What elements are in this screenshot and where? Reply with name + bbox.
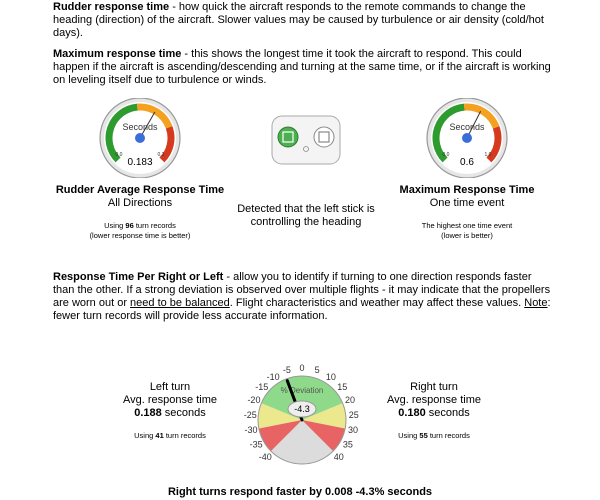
deviation-tick-label: 10 <box>325 371 336 382</box>
max-gauge-caption <box>372 184 562 241</box>
per-side-heading: Response Time Per Right or Left <box>53 271 224 283</box>
max-response-heading: Maximum response time <box>53 48 182 60</box>
deviation-label: % Deviation <box>280 386 324 395</box>
avg-gauge-max-label: 0.3 <box>157 152 165 158</box>
deviation-tick-label: -30 <box>244 425 258 436</box>
left-turn-value: 0.188 <box>134 407 162 419</box>
avg-gauge-value: 0.183 <box>127 157 153 168</box>
max-gauge-value: 0.6 <box>460 157 474 168</box>
summary-value: 0.008 -4.3% <box>325 486 385 498</box>
avg-gauge-note-2: (lower response time is better) <box>89 231 191 240</box>
left-turn-note: Using 41 turn records <box>134 431 206 440</box>
rudder-response-heading: Rudder response time <box>53 1 170 13</box>
avg-gauge-hub <box>135 133 145 143</box>
deviation-tick-label: 35 <box>342 439 353 450</box>
deviation-value: -4.3 <box>294 404 310 414</box>
deviation-tick-label: -15 <box>255 382 269 393</box>
left-turn-count: 41 <box>155 431 164 440</box>
max-response-gauge <box>422 98 512 178</box>
max-gauge-note-2: (lower is better) <box>441 231 493 240</box>
deviation-tick-label: 15 <box>337 382 348 393</box>
deviation-tick-label: 5 <box>314 365 320 376</box>
max-gauge-note: The highest one time event <box>421 221 513 230</box>
left-turn-title: Left turn <box>149 381 191 393</box>
per-side-paragraph: Response Time Per Right or Left - allow you to identify if turning to one direction responds faster than the other. If a strong deviation is observed over multiple flights - it may indicate that the propellers are worn out or need to be balanced. Flight characteristics and weather may affect these values. Note: fewer turn records will provide less accurate information. <box>53 271 551 322</box>
max-gauge-hub <box>462 133 472 143</box>
max-gauge-max-label: 1.0 <box>484 152 492 158</box>
avg-gauge-note: Using 96 turn records <box>104 221 176 230</box>
deviation-tick-label: 30 <box>347 425 359 436</box>
deviation-tick-label: -40 <box>258 451 272 462</box>
deviation-tick-label: -10 <box>266 371 280 382</box>
deviation-tick-label: -25 <box>243 409 257 420</box>
right-turn-value: 0.180 <box>398 407 426 419</box>
controller-caption: Detected that the left stick is controlling the heading <box>237 203 375 228</box>
avg-response-gauge <box>95 98 185 178</box>
avg-gauge-caption <box>40 184 240 241</box>
deviation-tick-label: -5 <box>282 365 291 376</box>
summary-line: Right turns respond faster by 0.008 -4.3% seconds <box>167 486 433 498</box>
max-gauge-min-label: 0.0 <box>442 152 450 158</box>
right-turn-note: Using 55 turn records <box>398 431 470 440</box>
max-response-paragraph <box>53 48 553 87</box>
deviation-tick-label: 25 <box>348 409 359 420</box>
deviation-gauge <box>227 340 377 465</box>
note-label: Note <box>524 297 548 309</box>
left-turn-avg-label: Avg. response time <box>123 394 217 406</box>
right-stick-icon <box>314 127 334 147</box>
rudder-response-paragraph <box>53 1 553 40</box>
right-turn-panel <box>364 381 504 441</box>
rudder-response-text: - how quick the aircraft responds to the remote commands to change the heading (direction) of the aircraft. Slower values may be caused by turbulence or air density (cold/hot days). <box>53 1 544 39</box>
left-turn-panel <box>100 381 240 441</box>
right-turn-count: 55 <box>419 431 428 440</box>
max-response-text: - this shows the longest time it took the aircraft to respond. This could happen if the aircraft is ascending/descending and turning at the same time, or if the aircraft is working on leveling itself due to turbulence or winds. <box>53 48 551 86</box>
balance-propellers-link[interactable]: need to be balanced <box>130 297 230 309</box>
left-turn-value-line: 0.188 seconds <box>134 407 206 419</box>
avg-gauge-title: Rudder Average Response Time <box>55 184 225 196</box>
deviation-tick-label: 40 <box>333 451 344 462</box>
remote-controller-icon <box>271 115 341 165</box>
avg-turn-record-count: 96 <box>125 221 134 230</box>
deviation-tick-label: -35 <box>249 439 263 450</box>
avg-gauge-min-label: 0.0 <box>115 152 123 158</box>
deviation-tick-label: 0 <box>299 363 305 373</box>
left-stick-icon <box>278 127 298 147</box>
avg-gauge-unit: Seconds <box>122 122 158 132</box>
max-gauge-subtitle: One time event <box>429 197 505 209</box>
right-turn-title: Right turn <box>410 381 458 393</box>
deviation-tick-label: -20 <box>247 395 261 406</box>
max-gauge-title: Maximum Response Time <box>399 184 535 196</box>
deviation-tick-label: 20 <box>345 395 356 406</box>
max-gauge-unit: Seconds <box>449 122 485 132</box>
avg-gauge-subtitle: All Directions <box>107 197 173 209</box>
right-turn-avg-label: Avg. response time <box>387 394 481 406</box>
right-turn-value-line: 0.180 seconds <box>398 407 470 419</box>
